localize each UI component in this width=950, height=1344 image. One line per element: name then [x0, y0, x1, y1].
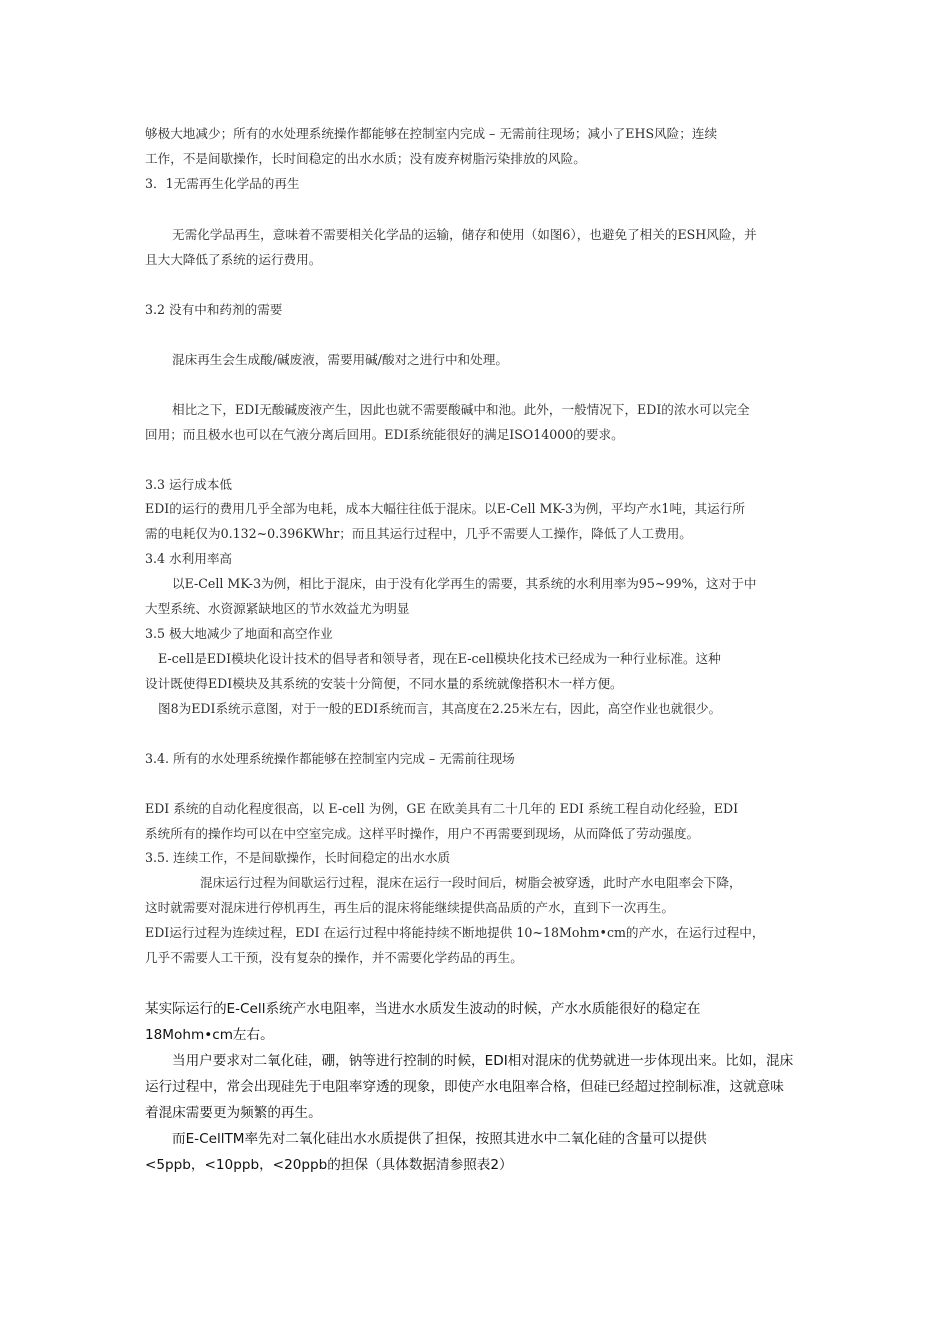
text-line: 图8为EDI系统示意图，对于一般的EDI系统而言，其高度在2.25米左右，因此，高空作业也就很少。	[158, 701, 722, 716]
section-heading: 3.4 水利用率高	[145, 551, 233, 566]
text-line: 混床运行过程为间歇运行过程，混床在运行一段时间后，树脂会被穿透，此时产水电阻率会下降，	[200, 875, 742, 890]
text-line: 以E-Cell MK-3为例，相比于混床，由于没有化学再生的需要，其系统的水利用率为95~99%，这对于中	[172, 576, 757, 591]
text-line: 设计既使得EDI模块及其系统的安装十分简便，不同水量的系统就像搭积木一样方便。	[145, 676, 623, 691]
section-heading: 3.2 没有中和药剂的需要	[145, 302, 283, 317]
text-line: 这时就需要对混床进行停机再生，再生后的混床将能继续提供高品质的产水，直到下一次再生。	[145, 900, 674, 915]
text-line: 回用；而且极水也可以在气液分离后回用。EDI系统能很好的满足ISO14000的要求。	[145, 427, 624, 442]
text-line: 且大大降低了系统的运行费用。	[145, 252, 322, 267]
text-line: 系统所有的操作均可以在中空室完成。这样平时操作，用户不再需要到现场，从而降低了劳动强度。	[145, 826, 700, 841]
section-heading: 3.4. 所有的水处理系统操作都能够在控制室内完成 – 无需前往现场	[145, 751, 515, 766]
text-line: EDI的运行的费用几乎全部为电耗，成本大幅往往低于混床。以E-Cell MK-3为例，平均产水1吨，其运行所	[145, 501, 745, 516]
text-line: 相比之下，EDI无酸碱废液产生，因此也就不需要酸碱中和池。此外，一般情况下，EDI的浓水可以完全	[172, 402, 750, 417]
body-line: 而E-CellTM率先对二氧化硅出水水质提供了担保，按照其进水中二氧化硅的含量可以提供	[172, 1131, 707, 1147]
text-line: 几乎不需要人工干预，没有复杂的操作，并不需要化学药品的再生。	[145, 950, 523, 965]
section-heading: 3．1无需再生化学品的再生	[145, 176, 300, 191]
text-line: 够极大地减少；所有的水处理系统操作都能够在控制室内完成 – 无需前往现场；减小了EHS风险；连续	[145, 126, 718, 141]
body-line: 着混床需要更为频繁的再生。	[145, 1105, 322, 1121]
section-heading: 3.5 极大地减少了地面和高空作业	[145, 626, 333, 641]
text-line: EDI 系统的自动化程度很高，以 E-cell 为例，GE 在欧美具有二十几年的 EDI 系统工程自动化经验，EDI	[145, 801, 739, 816]
text-line: 工作，不是间歇操作，长时间稳定的出水水质；没有废弃树脂污染排放的风险。	[145, 151, 586, 166]
text-line: 大型系统、水资源紧缺地区的节水效益尤为明显	[145, 601, 410, 616]
body-line: <5ppb，<10ppb，<20ppb的担保（具体数据清参照表2）	[145, 1157, 513, 1173]
body-line: 运行过程中，常会出现硅先于电阻率穿透的现象，即使产水电阻率合格，但硅已经超过控制标准，这就意味	[145, 1079, 784, 1095]
section-heading: 3.5. 连续工作，不是间歇操作，长时间稳定的出水水质	[145, 850, 451, 865]
text-line: E-cell是EDI模块化设计技术的倡导者和领导者，现在E-cell模块化技术已经成为一种行业标准。这种	[158, 651, 721, 666]
text-line: 混床再生会生成酸/碱废液，需要用碱/酸对之进行中和处理。	[172, 352, 508, 367]
text-line: 需的电耗仅为0.132~0.396KWhr；而且其运行过程中，几乎不需要人工操作，降低了人工费用。	[145, 526, 692, 541]
text-line: EDI运行过程为连续过程，EDI 在运行过程中将能持续不断地提供 10~18Mohm•cm的产水，在运行过程中，	[145, 925, 765, 940]
body-line: 当用户要求对二氧化硅，硼，钠等进行控制的时候，EDI相对混床的优势就进一步体现出来。比如，混床	[172, 1053, 794, 1069]
section-heading: 3.3 运行成本低	[145, 477, 233, 492]
text-line: 无需化学品再生，意味着不需要相关化学品的运输，储存和使用（如图6），也避免了相关的ESH风险，并	[172, 227, 757, 242]
body-line: 某实际运行的E-Cell系统产水电阻率，当进水水质发生波动的时候，产水水质能很好的稳定在	[145, 1001, 701, 1017]
body-line: 18Mohm•cm左右。	[145, 1027, 274, 1043]
